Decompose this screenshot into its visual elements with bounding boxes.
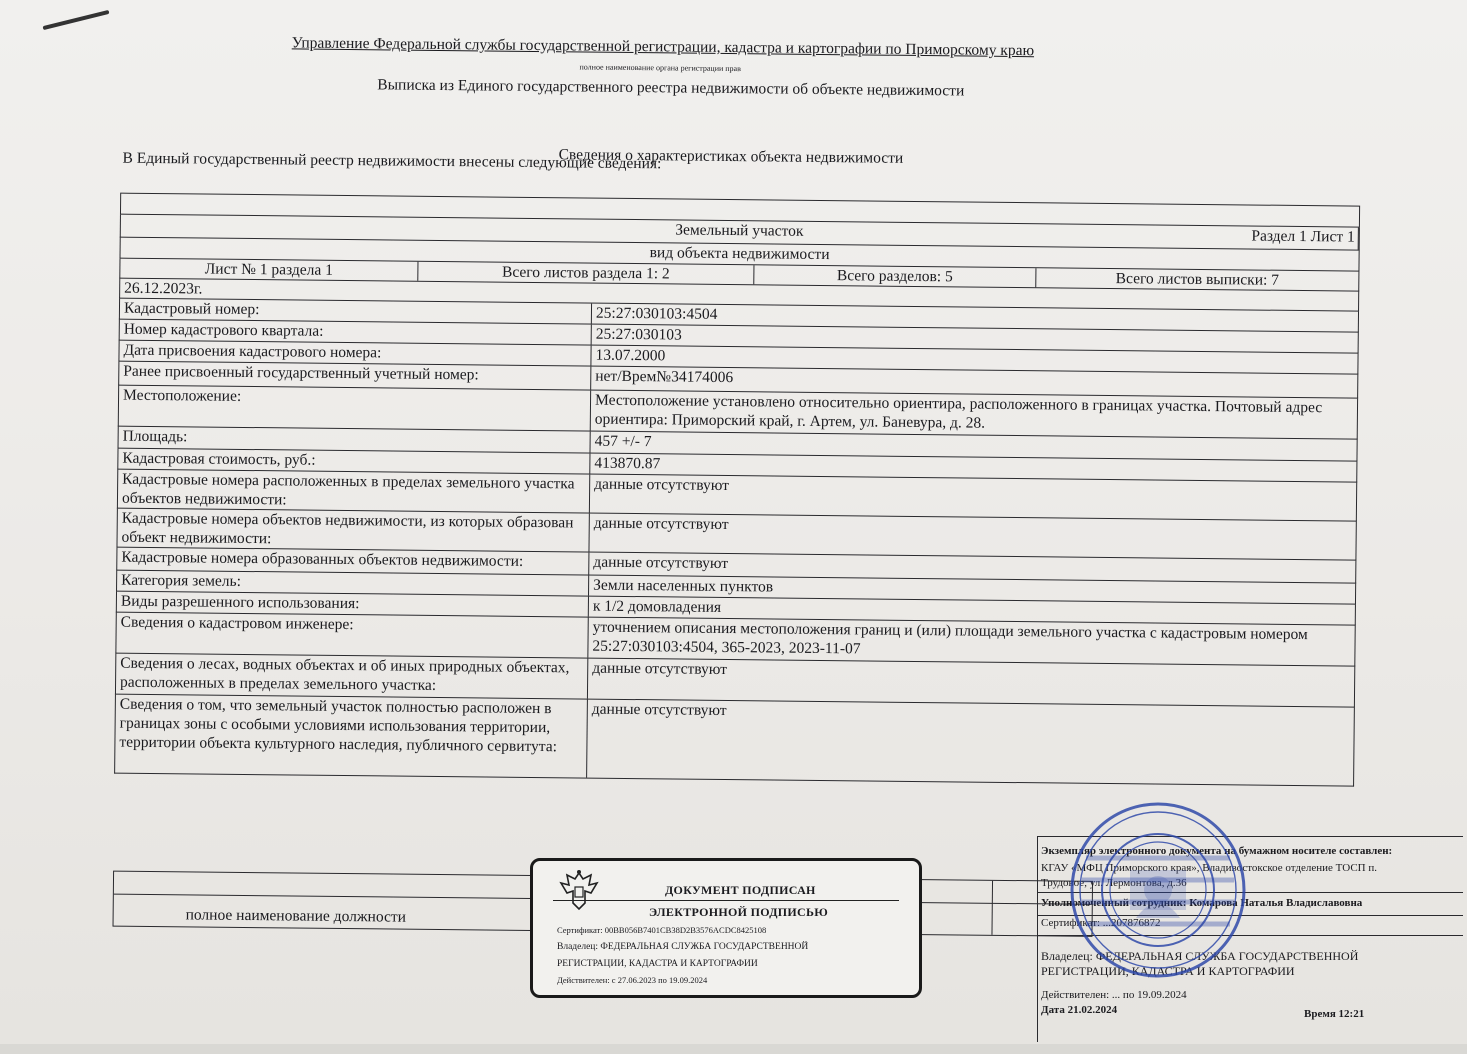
field-value: 413870.87 [594, 454, 661, 473]
field-value: 25:27:030103 [595, 325, 682, 344]
electronic-signature-box [530, 858, 922, 998]
copy-time: Время 12:21 [1304, 1008, 1365, 1020]
registration-authority-name: Управление Федеральной службы государственной регистрации, кадастра и картографии по Приморскому краю [291, 34, 1035, 60]
field-rows [114, 299, 1359, 787]
copy-certificate: Сертификат: ...207876872 [1041, 917, 1161, 929]
esign-validity: Действителен: с 27.06.2023 по 19.09.2024 [557, 975, 708, 985]
sheets-total: Всего листов выписки: 7 [1115, 270, 1280, 289]
field-label: Кадастровая стоимость, руб.: [118, 449, 590, 474]
position-caption: полное наименование должности [185, 906, 407, 926]
field-label: Сведения о кадастровом инженере: [116, 613, 588, 658]
copy-owner-line-2: РЕГИСТРАЦИИ, КАДАСТРА И КАРТОГРАФИИ [1041, 964, 1295, 978]
esign-owner-line-1: Владелец: ФЕДЕРАЛЬНАЯ СЛУЖБА ГОСУДАРСТВЕННОЙ [557, 942, 809, 952]
sheet-number: Лист № 1 раздела 1 [120, 259, 418, 281]
copy-validity: Действителен: ... по 19.09.2024 [1041, 989, 1187, 1001]
field-value: Земли населенных пунктов [593, 576, 774, 596]
coat-of-arms-icon [559, 869, 599, 913]
extract-date: 26.12.2023г. [124, 279, 203, 298]
intro-text: В Единый государственный реестр недвижимости внесены следующие сведения: [122, 149, 662, 173]
esign-separator [553, 900, 899, 901]
esign-certificate: Сертификат: 00BB056B7401CB38D2B3576ACDC8425108 [557, 925, 767, 935]
copy-divider-1 [1038, 892, 1463, 893]
field-label: Виды разрешенного использования: [117, 592, 589, 617]
object-type-caption: вид объекта недвижимости [649, 244, 830, 264]
esign-title-1: ДОКУМЕНТ ПОДПИСАН [665, 883, 816, 897]
field-value: 25:27:030103:4504 [595, 304, 718, 323]
object-type: Земельный участок [121, 215, 1359, 250]
copy-divider-2 [1038, 915, 1463, 916]
field-label: Кадастровый номер: [120, 299, 592, 324]
field-label: Категория земель: [117, 571, 589, 596]
field-label: Сведения о лесах, водных объектах и об иных природных объектах, расположенных в пределах земельного участка: [116, 654, 588, 699]
field-value: к 1/2 домовладения [592, 597, 722, 616]
field-label: Кадастровые номера расположенных в пределах земельного участка объектов недвижимости: [118, 470, 590, 513]
paper-copy-block [1037, 836, 1463, 1042]
field-label: Кадастровые номера объектов недвижимости, из которых образован объект недвижимости: [117, 509, 589, 552]
esign-title-2: ЭЛЕКТРОННОЙ ПОДПИСЬЮ [649, 905, 829, 919]
copy-owner-line-1: Владелец: ФЕДЕРАЛЬНАЯ СЛУЖБА ГОСУДАРСТВЕННОЙ [1041, 949, 1359, 963]
esign-owner-line-2: РЕГИСТРАЦИИ, КАДАСТРА И КАРТОГРАФИИ [557, 959, 758, 969]
copy-divider-3 [1038, 935, 1463, 936]
field-label: Кадастровые номера образованных объектов недвижимости: [117, 548, 589, 575]
field-label: Местоположение: [119, 386, 591, 431]
copy-authorized: Уполномоченный сотрудник: Комарова Наталья Владиславовна [1041, 897, 1363, 909]
field-value: данные отсутствуют [593, 514, 729, 534]
field-value: данные отсутствуют [592, 659, 728, 679]
copy-org-line-1: КГАУ «МФЦ Приморского края», Владивостокское отделение ТОСП п. [1041, 862, 1377, 874]
field-label: Номер кадастрового квартала: [120, 320, 592, 345]
sheets-in-section: Всего листов раздела 1: 2 [418, 262, 754, 285]
field-value: уточнением описания местоположения границ и (или) площади земельного участка с кадастровым номером 25:27:030103:4504, 365-2023, 2023-11-07 [592, 618, 1308, 658]
field-value: данные отсутствуют [591, 700, 727, 720]
section-title: Сведения о характеристиках объекта недвижимости [558, 146, 904, 167]
document-title: Выписка из Единого государственного реестра недвижимости об объекте недвижимости [377, 76, 965, 100]
registration-authority-caption: полное наименование органа регистрации прав [579, 62, 741, 74]
field-label: Сведения о том, что земельный участок полностью расположен в границах зоны с особыми условиями использования территории, территории объекта культурного наследия, публичного сервитута: [115, 695, 588, 778]
copy-title: Экземпляр электронного документа на бумажном носителе составлен: [1041, 845, 1393, 857]
sections-total: Всего разделов: 5 [754, 265, 1036, 287]
copy-date: Дата 21.02.2024 [1041, 1004, 1118, 1016]
field-label: Дата присвоения кадастрового номера: [119, 341, 591, 366]
property-table [114, 193, 1360, 787]
field-value: данные отсутствуют [594, 475, 730, 495]
field-value: данные отсутствуют [593, 553, 729, 573]
field-value: 13.07.2000 [595, 346, 666, 365]
field-value: 457 +/- 7 [594, 432, 652, 451]
field-value: нет/Врем№34174006 [595, 367, 734, 387]
section-page-label: Раздел 1 Лист 1 [1251, 227, 1355, 246]
copy-org-line-2: Трудовое, ул. Лермонтова, д.36 [1041, 877, 1187, 889]
field-label: Площадь: [119, 427, 591, 453]
signature-position-divider [991, 881, 993, 935]
field-value: Местоположение установлено относительно ориентира, расположенного в границах участка. Почтовый адрес ориентира: Приморский край, г. Артем, ул. Баневура, д. 28. [594, 391, 1323, 432]
field-row [114, 695, 1355, 787]
field-label: Ранее присвоенный государственный учетный номер: [119, 362, 591, 390]
